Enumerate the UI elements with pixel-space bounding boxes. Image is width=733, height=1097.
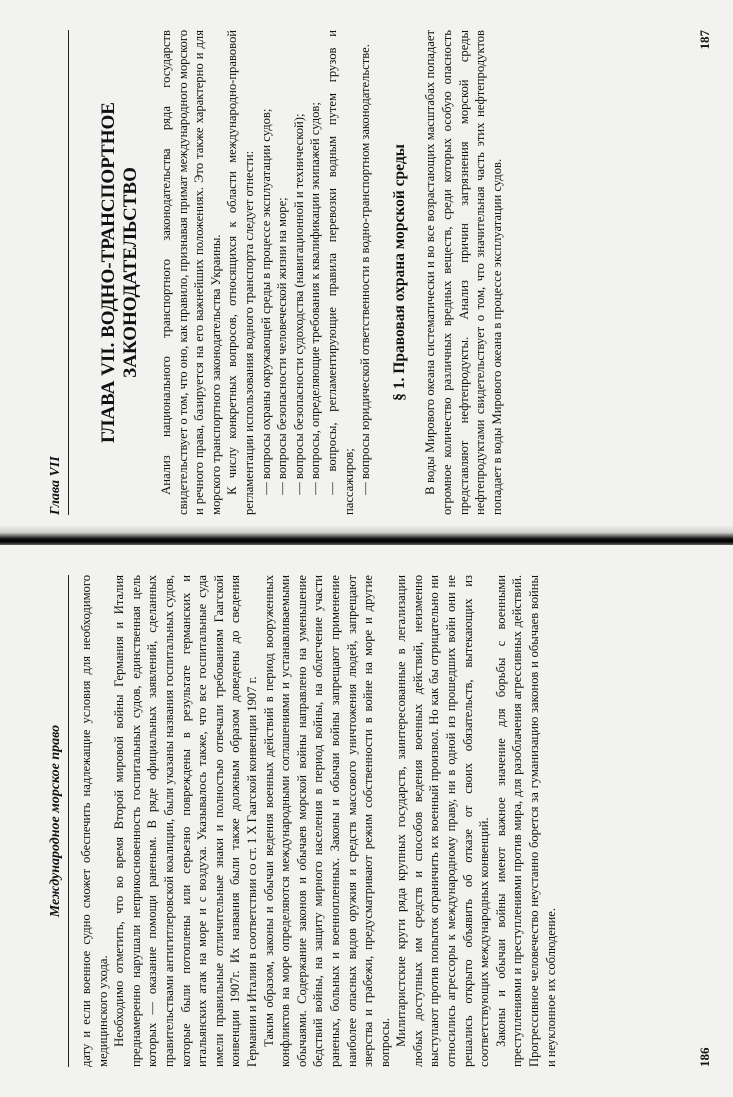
page-number: 187 (697, 30, 712, 50)
paragraph: Милитаристские круги ряда крупных государств, заинтересованные в легализации любых доступных им средств и способов ведения военных действий, неизменно выступают против попыток ограничить их военный произвол. Но как бы отрицательно ни относились агрессоры к международному праву, ни в одной из прошедших войн они не решались открыто объявить об отказе от своих обязательств, вытекающих из соответствующих международных конвенций. (394, 575, 492, 1067)
list-item: — вопросы, определяющие требования к квалификации экипажей судов; (308, 102, 323, 495)
page-body (78, 575, 683, 1067)
page-187 (0, 0, 733, 545)
section-title: § 1. Правовая охрана морской среды (390, 144, 408, 401)
list-item: — вопросы охраны окружающей среды в процессе эксплуатации судов; (258, 108, 273, 495)
paragraph: дату и если военное судно сможет обеспечить надлежащие условия для необходимого медицинского ухода. (79, 575, 110, 1067)
list-item: — вопросы юридической ответственности в водно-транспортном законодательстве. (358, 44, 373, 495)
paragraph: Таким образом, законы и обычаи ведения военных действий в период вооруженных конфликтов на море определяются международными соглашениями и устанавливаемыми обычаями. Содержание законов и обычаев морской войны направлено на уменьшение бедствий войны, на защиту мирного населения в период войны, на облегчение участи раненых, больных и военнопленных. Законы и обычаи войны запрещают применение наиболее опасных видов оружия и средств массового уничтожения людей, запрещают зверства и грабежи, предусматривают режим собственности в войне на море и другие вопросы. (261, 575, 392, 1067)
page-186 (0, 545, 733, 1097)
paragraph: К числу конкретных вопросов, относящихся к области международно-правовой регламентации использования водного транспорта следует отнести: (225, 30, 256, 515)
page-body (78, 30, 683, 515)
paragraph: В воды Мирового океана систематически и во все возрастающих масштабах попадает огромное количество различных вредных веществ, среди которых особую опасность представляют нефтепродукты. Анализ причин загрязнения морской среды нефтепродуктами свидетельствует о том, что значительная часть этих нефтепродуктов попадает в воды Мирового океана в процессе эксплуатации судов. (423, 30, 504, 515)
running-head: Глава VII (44, 30, 69, 515)
list-item: — вопросы безопасности судоходства (навигационной и технической); (291, 113, 306, 495)
list-item: — вопросы, регламентирующие правила перевозки водным путем грузов и пассажиров; (324, 30, 356, 515)
page-number: 186 (697, 1047, 712, 1067)
chapter-title: ГЛАВА VII. ВОДНО-ТРАНСПОРТНОЕ ЗАКОНОДАТЕЛЬСТВО (98, 102, 141, 443)
list-item: — вопросы безопасности человеческой жизни на море; (275, 197, 290, 495)
paragraph: Анализ национального транспортного законодательства ряда государств свидетельствует о том, что оно, как правило, признавая примат международного морского и речного права, базируется на его важнейших положениях. Это также характерно и для морского транспортного законодательства Украины. (159, 30, 223, 515)
paragraph: Необходимо отметить, что во время Второй мировой войны Германия и Италия преднамеренно нарушали неприкосновенность госпитальных судов, единственная цель которых — оказание помощи раненым. В ряде официальных заявлений, сделанных правительствами антигитлеровской коалиции, были указаны названия госпитальных судов, которые были потоплены или серьезно повреждены в результате германских и итальянских атак на море и с воздуха. Указывалось также, что все госпитальные суда имели правильные отличительные знаки и полностью отвечали требованиям Гаагской конвенции 1907г. Их названия были также должным образом доведены до сведения Германии и Италии в соответствии со ст. 1 X Гаагской конвенции 1907 г. (112, 575, 259, 1067)
running-head: Международное морское право (44, 575, 69, 1067)
paragraph: Законы и обычаи войны имеют важное значение для борьбы с военными преступлениями и преступлениями против мира, для разоблачения агрессивных действий. Прогрессивное человечество неустанно борется за гуманизацию законов и обычаев войны и неуклонное их соблюдение. (493, 575, 558, 1067)
topic-list (258, 30, 374, 515)
